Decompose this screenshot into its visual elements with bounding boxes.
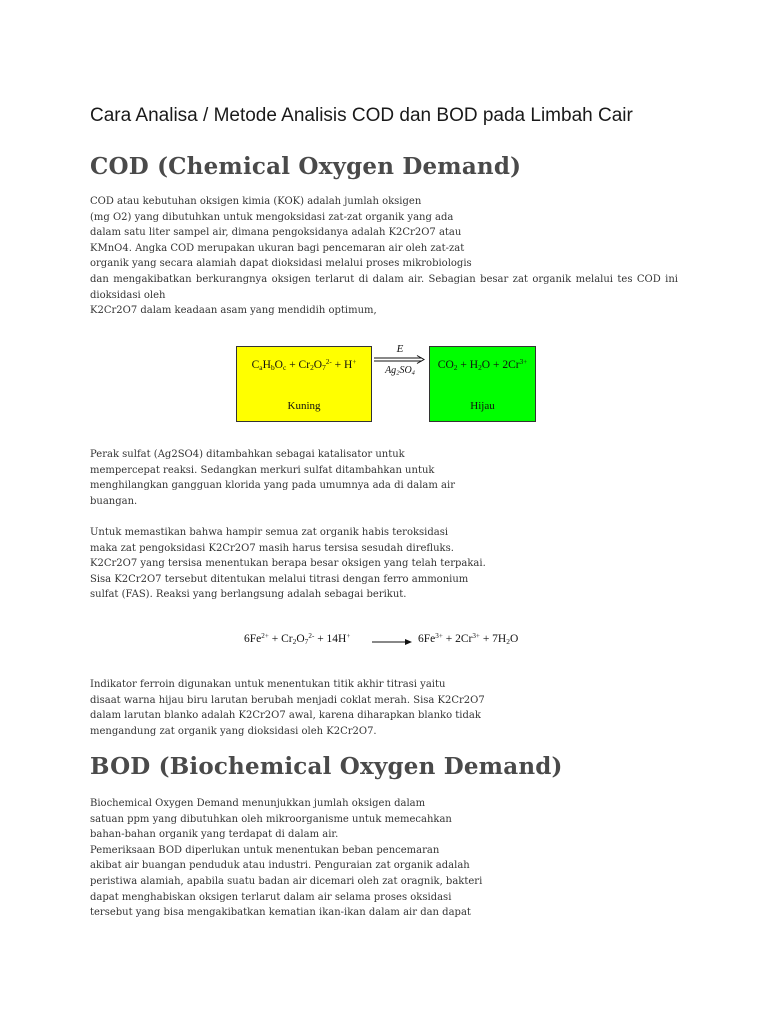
- text-line: KMnO4. Angka COD merupakan ukuran bagi pencemaran air oleh zat-zat: [90, 242, 465, 254]
- text-line: Pemeriksaan BOD diperlukan untuk menentukan beban pencemaran: [90, 844, 440, 856]
- cod-reaction-diagram: [236, 342, 536, 422]
- text-line: Perak sulfat (Ag2SO4) ditambahkan sebagai katalisator untuk: [90, 449, 405, 460]
- arrow-energy-label: E: [396, 343, 404, 355]
- cod-heading: COD (Chemical Oxygen Demand): [90, 153, 522, 180]
- text-line: dalam larutan blanko adalah K2Cr2O7 awal, karena diharapkan blanko tidak: [90, 710, 481, 722]
- text-line: tersebut yang bisa mengakibatkan kematian ikan-ikan dalam air dan dapat: [90, 907, 471, 919]
- bod-paragraph: [90, 796, 690, 921]
- cod-intro-paragraph: [90, 194, 690, 319]
- text-line: akibat air buangan penduduk atau industri. Penguraian zat organik adalah: [90, 860, 470, 872]
- indicator-paragraph: [90, 677, 690, 739]
- arrow-catalyst-label: $Ag_2SO_4$: [385, 365, 415, 377]
- product-color-label: Hijau: [470, 400, 495, 412]
- text-line: mengandung zat organik yang dioksidasi oleh K2Cr2O7.: [90, 725, 377, 737]
- reactant-formula: $C_aH_bO_c + Cr_2O_7^{2-} + H^+$: [251, 358, 357, 372]
- product-formula: $CO_2 + H_2O + 2Cr^{3+}$: [437, 358, 528, 372]
- page-title: Cara Analisa / Metode Analisis COD dan BOD pada Limbah Cair: [90, 105, 633, 126]
- text-line: dioksidasi oleh: [90, 289, 166, 301]
- text-line: COD atau kebutuhan oksigen kimia (KOK) adalah jumlah oksigen: [90, 196, 422, 207]
- equation-products: $6Fe^{3+} + 2Cr^{3+} + 7H_2O$: [418, 632, 519, 646]
- text-line: K2Cr2O7 yang tersisa menentukan berapa besar oksigen yang telah terpakai.: [90, 558, 486, 570]
- text-line: Untuk memastikan bahwa hampir semua zat organik habis teroksidasi: [90, 527, 449, 538]
- text-line: bahan-bahan organik yang terdapat di dalam air.: [90, 829, 339, 841]
- text-line: disaat warna hijau biru larutan berubah menjadi coklat merah. Sisa K2Cr2O7: [90, 694, 485, 706]
- equation-reactants: $6Fe^{2+} + Cr_2O_7^{2-} + 14H^+$: [244, 632, 351, 646]
- text-line: sulfat (FAS). Reaksi yang berlangsung adalah sebagai berikut.: [90, 589, 407, 601]
- text-line: dan mengakibatkan berkurangnya oksigen terlarut di dalam air. Sebagian besar zat organik melalui tes COD ini: [90, 273, 678, 285]
- text-line: menghilangkan gangguan klorida yang pada umumnya ada di dalam air: [90, 480, 455, 492]
- bod-heading: BOD (Biochemical Oxygen Demand): [90, 753, 563, 780]
- text-line: organik yang secara alamiah dapat dioksidasi melalui proses mikrobiologis: [90, 258, 472, 270]
- text-line: peristiwa alamiah, apabila suatu badan air dicemari oleh zat oragnik, bakteri: [90, 875, 483, 887]
- text-line: buangan.: [90, 495, 138, 507]
- text-line: K2Cr2O7 dalam keadaan asam yang mendidih optimum,: [90, 305, 377, 317]
- text-line: (mg O2) yang dibutuhkan untuk mengoksidasi zat-zat organik yang ada: [90, 211, 454, 223]
- text-line: Sisa K2Cr2O7 tersebut ditentukan melalui titrasi dengan ferro ammonium: [90, 573, 469, 585]
- text-line: dalam satu liter sampel air, dimana pengoksidanya adalah K2Cr2O7 atau: [90, 227, 462, 239]
- text-line: mempercepat reaksi. Sedangkan merkuri sulfat ditambahkan untuk: [90, 464, 435, 476]
- titration-equation: [244, 632, 544, 650]
- text-line: maka zat pengoksidasi K2Cr2O7 masih harus tersisa sesudah direfluks.: [90, 542, 454, 554]
- reactant-box: [236, 346, 372, 422]
- product-box: [429, 346, 536, 422]
- text-line: Biochemical Oxygen Demand menunjukkan jumlah oksigen dalam: [90, 798, 426, 809]
- right-arrow-icon: [374, 355, 426, 365]
- text-line: dapat menghabiskan oksigen terlarut dalam air selama proses oksidasi: [90, 891, 452, 903]
- oxidation-paragraph: [90, 525, 690, 603]
- reactant-color-label: Kuning: [287, 400, 321, 412]
- text-line: Indikator ferroin digunakan untuk menentukan titik akhir titrasi yaitu: [90, 679, 446, 690]
- right-arrow-icon: [372, 638, 412, 646]
- reaction-arrow: [374, 342, 426, 382]
- catalyst-paragraph: [90, 447, 690, 509]
- text-line: satuan ppm yang dibutuhkan oleh mikroorganisme untuk memecahkan: [90, 813, 452, 825]
